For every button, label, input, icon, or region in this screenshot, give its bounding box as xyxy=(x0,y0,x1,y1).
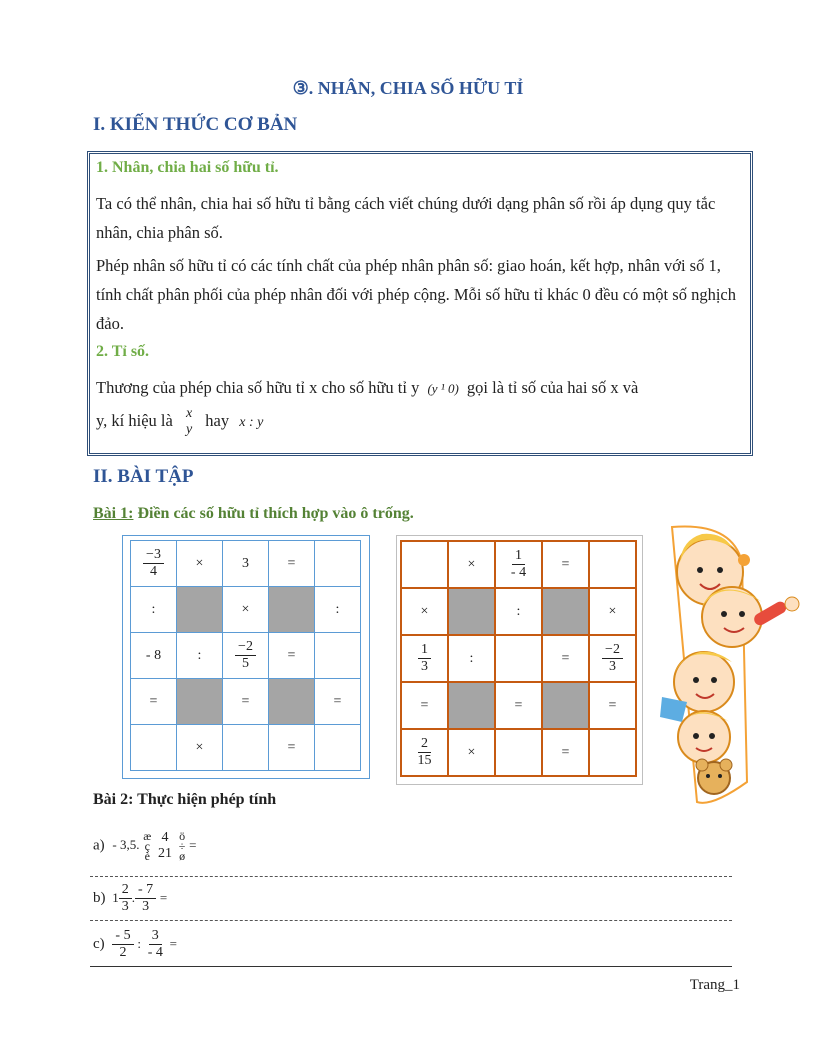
answer-line-a xyxy=(90,876,732,877)
exercise-2a-den: 21 xyxy=(158,846,173,861)
numerator: 2 xyxy=(418,736,431,753)
grid2-cell: × xyxy=(401,588,448,635)
grid1-blank-cell[interactable] xyxy=(315,633,361,679)
grid1-shaded-cell xyxy=(177,679,223,725)
denominator: 15 xyxy=(417,753,432,768)
exercise-2b-n2: - 7 xyxy=(135,882,156,899)
grid2-shaded-cell xyxy=(448,588,495,635)
exercise-2c-fraction-2 xyxy=(145,928,166,961)
theory-paragraph-4 xyxy=(96,406,263,438)
grid1-fraction-cell xyxy=(131,541,177,587)
grid1-shaded-cell xyxy=(269,679,315,725)
denominator: - 4 xyxy=(510,565,527,580)
ratio-colon-notation: x : y xyxy=(239,415,264,430)
section-heading-exercises: II. BÀI TẬP xyxy=(93,466,194,487)
exercise-2b-n1: 2 xyxy=(119,882,132,899)
right-paren-glyphs: ö ÷ ø xyxy=(178,829,186,863)
ratio-text-1: Thương của phép chia số hữu tỉ x cho số hữu tỉ y xyxy=(96,378,420,397)
exercise-2b-equals: = xyxy=(159,889,168,905)
grid1-cell: : xyxy=(315,587,361,633)
grid1-cell: × xyxy=(177,541,223,587)
grid2-cell: × xyxy=(448,729,495,776)
puzzle-grid-2 xyxy=(400,540,637,777)
grid1-cell: 3 xyxy=(223,541,269,587)
fraction xyxy=(143,547,164,580)
exercise-2c-prefix: c) xyxy=(93,935,105,952)
exercise-2c-op: : xyxy=(137,935,141,951)
theory-heading-2: 2. Tỉ số. xyxy=(96,343,150,360)
grid1-blank-cell[interactable] xyxy=(131,725,177,771)
section-heading-theory: I. KIẾN THỨC CƠ BẢN xyxy=(93,114,298,135)
exercise-2a-expr: - 3,5. xyxy=(112,837,140,853)
grid2-cell: : xyxy=(495,588,542,635)
grid2-blank-cell[interactable] xyxy=(401,541,448,588)
grid2-cell: = xyxy=(542,541,589,588)
grid1-cell: : xyxy=(131,587,177,633)
fraction xyxy=(415,736,435,769)
grid2-row xyxy=(401,682,636,729)
grid1-row xyxy=(131,587,361,633)
grid2-fraction-cell xyxy=(589,635,636,682)
grid1-row xyxy=(131,633,361,679)
fraction xyxy=(235,639,256,672)
grid2-row xyxy=(401,588,636,635)
exercise-2a-num: 4 xyxy=(161,830,169,845)
grid1-cell: = xyxy=(315,679,361,725)
grid2-cell: : xyxy=(448,635,495,682)
grid1-cell: = xyxy=(223,679,269,725)
grid2-cell: = xyxy=(589,682,636,729)
exercise-2c-n2: 3 xyxy=(149,928,162,945)
exercise-2b-dot: . xyxy=(131,889,135,905)
grid2-shaded-cell xyxy=(542,682,589,729)
grid1-row xyxy=(131,679,361,725)
grid1-row xyxy=(131,725,361,771)
grid1-cell: = xyxy=(269,633,315,679)
denominator: 3 xyxy=(609,659,616,674)
ratio-denominator: y xyxy=(185,422,193,438)
grid1-cell: = xyxy=(131,679,177,725)
theory-paragraph-1: Ta có thể nhân, chia hai số hữu tỉ bằng cách viết chúng dưới dạng phân số rồi áp dụng quy tắc nhân, chia phân số. xyxy=(96,194,716,242)
grid1-blank-cell[interactable] xyxy=(315,541,361,587)
exercise-2-heading: Bài 2: Thực hiện phép tính xyxy=(93,791,277,808)
grid2-blank-cell[interactable] xyxy=(495,729,542,776)
exercise-2b-d1: 3 xyxy=(121,899,129,914)
grid2-blank-cell[interactable] xyxy=(589,729,636,776)
numerator: −3 xyxy=(143,547,164,564)
ratio-text-2: gọi là tỉ số của hai số x và xyxy=(466,378,639,397)
theory-box xyxy=(87,151,753,456)
ratio-numerator: x xyxy=(185,406,193,422)
exercise-2a-equals: = xyxy=(189,837,197,853)
exercise-2b-prefix: b) xyxy=(93,889,106,906)
grid2-fraction-cell xyxy=(401,729,448,776)
numerator: 1 xyxy=(418,642,431,659)
grid2-row xyxy=(401,729,636,776)
exercise-2a xyxy=(93,830,196,862)
grid1-row xyxy=(131,541,361,587)
ratio-fraction xyxy=(183,406,195,438)
grid2-fraction-cell xyxy=(495,541,542,588)
page-title: ③. NHÂN, CHIA SỐ HỮU TỈ xyxy=(292,78,524,98)
theory-paragraph-3 xyxy=(96,373,746,403)
grid2-cell: × xyxy=(589,588,636,635)
grid2-cell: = xyxy=(542,635,589,682)
grid2-row xyxy=(401,541,636,588)
grid1-shaded-cell xyxy=(177,587,223,633)
grid2-fraction-cell xyxy=(401,635,448,682)
footer-rule xyxy=(90,966,732,967)
grid1-cell: = xyxy=(269,725,315,771)
numerator: −2 xyxy=(235,639,256,656)
puzzle-grid-1 xyxy=(130,540,361,771)
grid1-cell: × xyxy=(177,725,223,771)
grid1-fraction-cell xyxy=(223,633,269,679)
theory-heading-1: 1. Nhân, chia hai số hữu tỉ. xyxy=(96,159,279,176)
grid2-cell: = xyxy=(542,729,589,776)
ratio-notation-text: y, kí hiệu là xyxy=(96,411,173,430)
grid1-shaded-cell xyxy=(269,587,315,633)
numerator: 1 xyxy=(512,548,525,565)
grid1-cell: = xyxy=(269,541,315,587)
grid2-cell: = xyxy=(495,682,542,729)
grid2-blank-cell[interactable] xyxy=(589,541,636,588)
exercise-2b-fraction-1 xyxy=(119,882,132,915)
grid1-cell: × xyxy=(223,587,269,633)
left-paren-glyphs: æ ç è xyxy=(143,829,152,863)
exercise-1-label: Bài 1: xyxy=(93,505,134,522)
grid1-cell: - 8 xyxy=(131,633,177,679)
grid1-blank-cell[interactable] xyxy=(315,725,361,771)
exercise-2b xyxy=(93,882,167,915)
fraction xyxy=(602,642,623,675)
grid2-shaded-cell xyxy=(542,588,589,635)
numerator: −2 xyxy=(602,642,623,659)
exercise-2c-n1: - 5 xyxy=(112,928,133,945)
exercise-2a-fraction xyxy=(155,830,175,862)
children-illustration xyxy=(652,522,812,807)
grid1-blank-cell[interactable] xyxy=(223,725,269,771)
exercise-2c-d2: - 4 xyxy=(147,945,163,960)
denominator: 4 xyxy=(150,564,157,579)
fraction xyxy=(508,548,529,581)
answer-line-b xyxy=(90,920,732,921)
theory-paragraph-2: Phép nhân số hữu tỉ có các tính chất của phép nhân phân số: giao hoán, kết hợp, nhân với số 1, tính chất phân phối của phép nhân đối với phép cộng. Mỗi số hữu tỉ khác 0 đều có một số nghịch đảo. xyxy=(96,256,736,333)
ratio-condition: (y ¹ 0) xyxy=(427,381,459,396)
ratio-or-text: hay xyxy=(205,411,230,430)
denominator: 3 xyxy=(421,659,428,674)
exercise-2c-d1: 2 xyxy=(119,945,127,960)
exercise-2c xyxy=(93,928,177,961)
fraction xyxy=(418,642,431,675)
exercise-2b-whole: 1 xyxy=(112,889,119,905)
denominator: 5 xyxy=(242,656,249,671)
page-number: Trang_1 xyxy=(689,977,740,993)
exercise-1-text: Điền các số hữu tỉ thích hợp vào ô trống. xyxy=(137,505,414,522)
grid2-blank-cell[interactable] xyxy=(495,635,542,682)
grid2-shaded-cell xyxy=(448,682,495,729)
exercise-2a-prefix: a) xyxy=(93,837,105,854)
exercise-2c-fraction-1 xyxy=(112,928,133,961)
exercise-2b-fraction-2 xyxy=(135,882,156,915)
grid1-cell: : xyxy=(177,633,223,679)
grid2-cell: × xyxy=(448,541,495,588)
exercise-2b-d2: 3 xyxy=(142,899,150,914)
exercise-1-heading xyxy=(93,505,414,523)
grid2-row xyxy=(401,635,636,682)
exercise-2c-equals: = xyxy=(169,935,177,951)
grid2-cell: = xyxy=(401,682,448,729)
